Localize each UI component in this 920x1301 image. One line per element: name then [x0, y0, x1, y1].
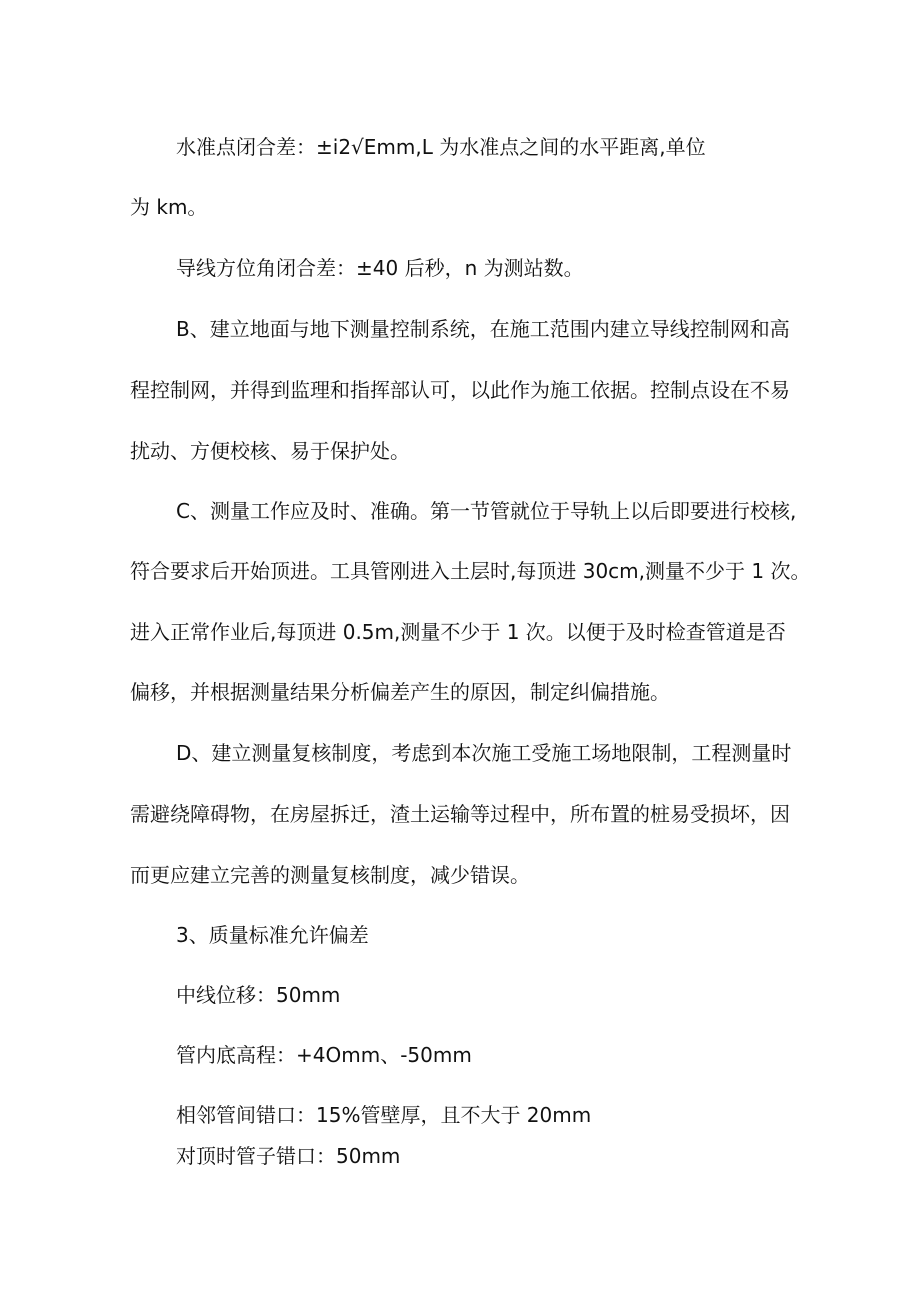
text-line-leveling-closure: 水准点闭合差：±i2√Emm,L 为水准点之间的水平距离,单位 [176, 135, 706, 159]
text-line-section-c-3: 进入正常作业后,每顶进 0.5m,测量不少于 1 次。以便于及时检查管道是否 [130, 620, 786, 644]
text-line-section-b-1: B、建立地面与地下测量控制系统，在施工范围内建立导线控制网和高 [176, 317, 790, 341]
text-line-traverse-closure: 导线方位角闭合差：±40 后秒，n 为测站数。 [176, 256, 584, 280]
tolerance-invert-elevation: 管内底高程：+4Omm、-50mm [176, 1043, 472, 1067]
text-line-section-d-3: 而更应建立完善的测量复核制度，减少错误。 [130, 863, 530, 887]
text-line-section-c-1: C、测量工作应及时、准确。第一节管就位于导轨上以后即要进行校核, [176, 499, 797, 523]
section-heading-quality-tolerance: 3、质量标准允许偏差 [176, 923, 369, 947]
text-line-section-b-2: 程控制网，并得到监理和指挥部认可，以此作为施工依据。控制点设在不易 [130, 378, 790, 402]
tolerance-centerline-displacement: 中线位移：50mm [176, 983, 341, 1007]
text-line-section-c-2: 符合要求后开始顶进。工具管刚进入土层时,每顶进 30cm,测量不少于 1 次。 [130, 559, 811, 583]
text-line-section-d-2: 需避绕障碍物，在房屋拆迁，渣土运输等过程中，所布置的桩易受损坏，因 [130, 802, 790, 826]
tolerance-adjacent-pipe-offset: 相邻管间错口：15%管壁厚，且不大于 20mm [176, 1103, 592, 1127]
text-line-unit-km: 为 km。 [130, 195, 208, 219]
text-line-section-c-4: 偏移，并根据测量结果分析偏差产生的原因，制定纠偏措施。 [130, 680, 670, 704]
text-line-section-b-3: 扰动、方便校核、易于保护处。 [130, 439, 410, 463]
text-line-section-d-1: D、建立测量复核制度，考虑到本次施工受施工场地限制，工程测量时 [176, 741, 792, 765]
tolerance-opposing-jack-offset: 对顶时管子错口：50mm [176, 1144, 401, 1168]
